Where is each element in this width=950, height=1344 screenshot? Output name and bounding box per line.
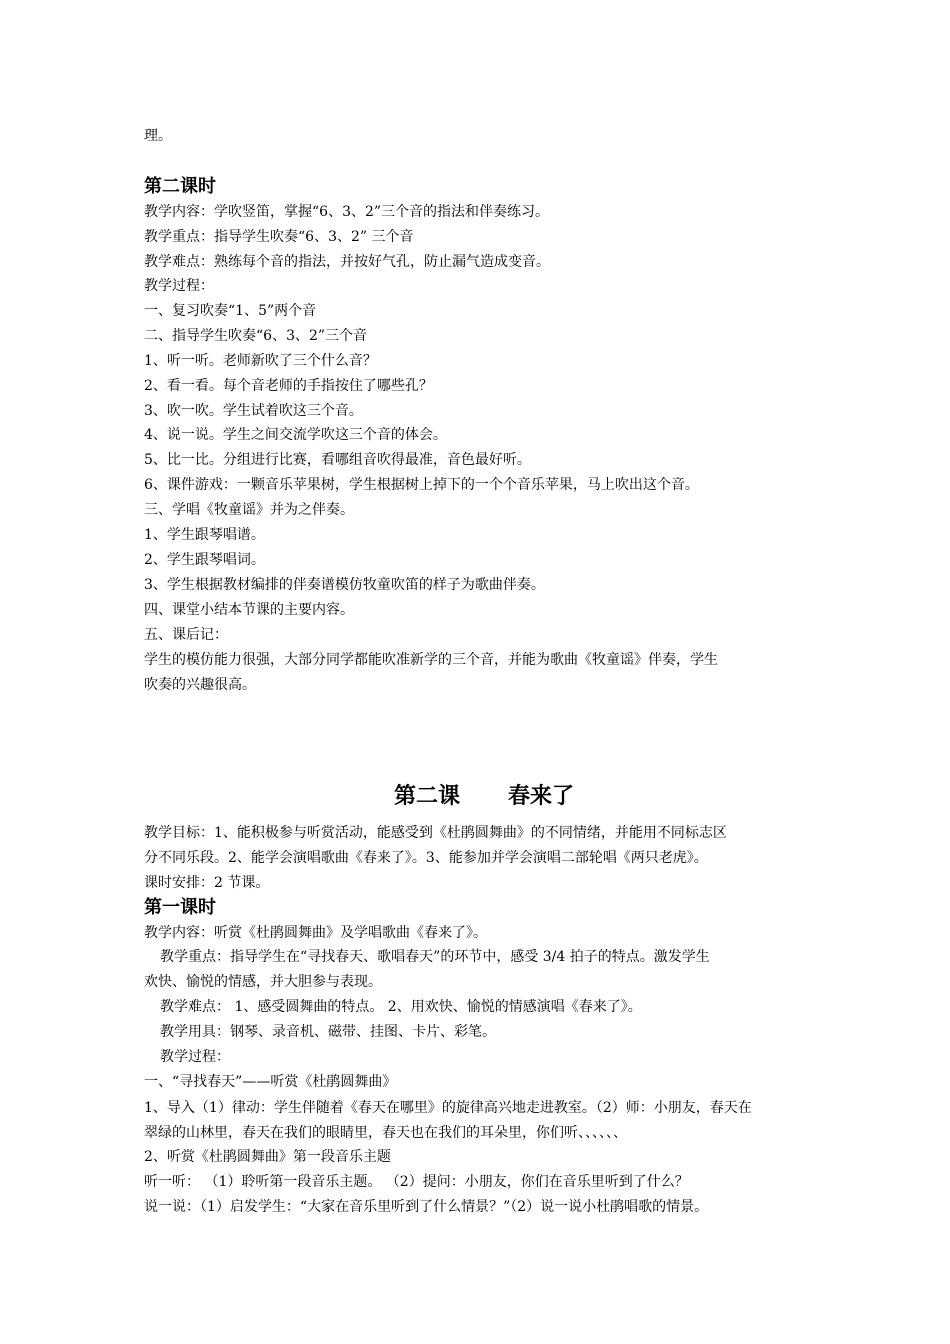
paragraph-line: 课时安排：2 节课。	[144, 875, 270, 891]
paragraph-line: 四、课堂小结本节课的主要内容。	[144, 602, 354, 618]
section-heading-second-period: 第二课时	[144, 176, 216, 197]
paragraph-line: 听一听： （1）聆听第一段音乐主题。 （2）提问：小朋友，你们在音乐里听到了什么？	[144, 1174, 689, 1190]
paragraph-line: 3、吹一吹。学生试着吹这三个音。	[144, 403, 363, 419]
paragraph-line: 教学目标：1、能积极参与听赏活动，能感受到《杜鹃圆舞曲》的不同情绪，并能用不同标志区	[144, 825, 727, 841]
paragraph-line: 教学重点：指导学生吹奏“6、3、2” 三个音	[144, 229, 414, 245]
paragraph-line: 学生的模仿能力很强，大部分同学都能吹准新学的三个音，并能为歌曲《牧童谣》伴奏，学生	[144, 652, 718, 668]
paragraph-line: 6、课件游戏：一颗音乐苹果树，学生根据树上掉下的一个个音乐苹果，马上吹出这个音。	[144, 477, 699, 493]
paragraph-line: 教学难点：熟练每个音的指法，并按好气孔，防止漏气造成变音。	[144, 254, 550, 270]
paragraph-line: 一、“寻找春天”——听赏《杜鹃圆舞曲》	[144, 1074, 397, 1090]
paragraph-line: 分不同乐段。2、能学会演唱歌曲《春来了》。3、能参加并学会演唱二部轮唱《两只老虎》。	[144, 850, 708, 866]
lesson-name: 春来了	[508, 784, 575, 809]
lesson-title	[144, 783, 824, 811]
paragraph-line: 说一说：（1）启发学生：“大家在音乐里听到了什么情景？”（2）说一说小杜鹃唱歌的情景。	[144, 1199, 709, 1215]
paragraph-line: 教学过程：	[160, 1049, 230, 1065]
paragraph-line: 教学用具：钢琴、录音机、磁带、挂图、卡片、彩笔。	[160, 1024, 496, 1040]
paragraph-line: 教学过程：	[144, 278, 214, 294]
paragraph-line: 5、比一比。分组进行比赛，看哪组音吹得最准，音色最好听。	[144, 452, 531, 468]
paragraph-line: 一、复习吹奏“1、5”两个音	[144, 303, 317, 319]
paragraph-line: 教学重点：指导学生在“寻找春天、歌唱春天”的环节中，感受 3/4 拍子的特点。激发学生	[160, 949, 710, 965]
paragraph-line: 二、指导学生吹奏“6、3、2”三个音	[144, 328, 368, 344]
paragraph-line: 2、听赏《杜鹃圆舞曲》第一段音乐主题	[144, 1149, 391, 1165]
paragraph-line: 教学难点： 1、感受圆舞曲的特点。 2、用欢快、愉悦的情感演唱《春来了》。	[160, 999, 642, 1015]
paragraph-line: 3、学生根据教材编排的伴奏谱模仿牧童吹笛的样子为歌曲伴奏。	[144, 577, 545, 593]
lesson-number: 第二课	[393, 784, 460, 809]
section-heading-first-period: 第一课时	[144, 897, 216, 918]
paragraph-line: 欢快、愉悦的情感，并大胆参与表现。	[144, 974, 382, 990]
paragraph-line: 1、听一听。老师新吹了三个什么音？	[144, 353, 377, 369]
paragraph-line: 4、说一说。学生之间交流学吹这三个音的体会。	[144, 427, 447, 443]
paragraph-line: 1、学生跟琴唱谱。	[144, 527, 265, 543]
paragraph-line: 教学内容：听赏《杜鹃圆舞曲》及学唱歌曲《春来了》。	[144, 925, 487, 941]
paragraph-line: 2、看一看。每个音老师的手指按住了哪些孔？	[144, 378, 433, 394]
paragraph-line: 教学内容：学吹竖笛，掌握“6、3、2”三个音的指法和伴奏练习。	[144, 204, 550, 220]
paragraph-line: 五、课后记：	[144, 627, 228, 643]
continuation-text: 理。	[144, 128, 172, 144]
paragraph-line: 1、导入（1）律动：学生伴随着《春天在哪里》的旋律高兴地走进教室。（2）师：小朋友，春天在	[144, 1100, 752, 1116]
paragraph-line: 2、学生跟琴唱词。	[144, 552, 265, 568]
paragraph-line: 三、学唱《牧童谣》并为之伴奏。	[144, 502, 354, 518]
paragraph-line: 翠绿的山林里，春天在我们的眼睛里，春天也在我们的耳朵里，你们听、、、、、、	[144, 1125, 627, 1141]
paragraph-line: 吹奏的兴趣很高。	[144, 677, 256, 693]
